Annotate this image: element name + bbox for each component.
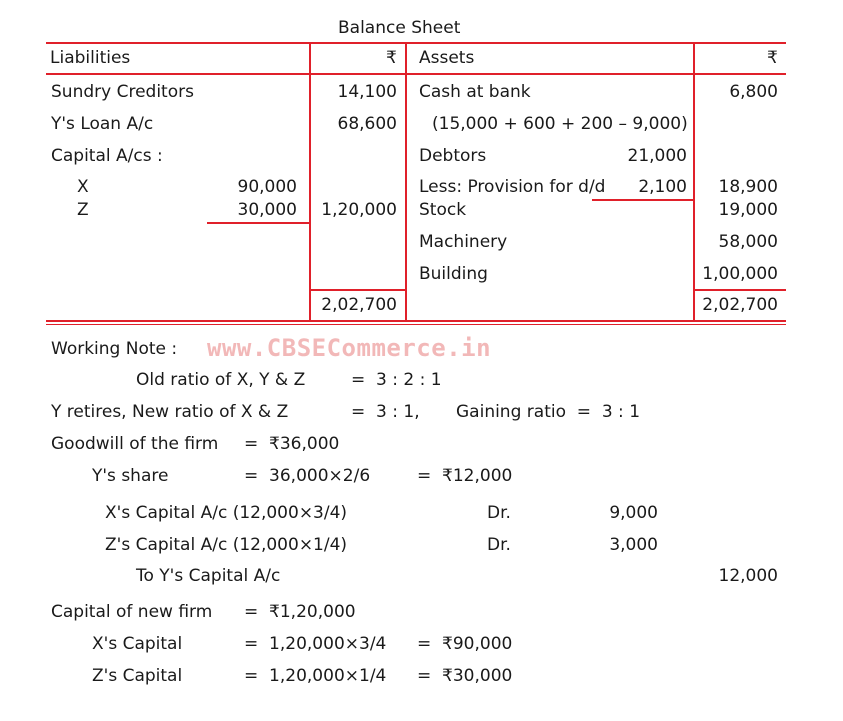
building-label: Building: [419, 264, 488, 284]
to-y-capital-label: To Y's Capital A/c: [136, 566, 281, 586]
table-bottom-rule: [46, 320, 786, 322]
y-share-label: Y's share: [92, 466, 169, 486]
provision-label: Less: Provision for d/d: [419, 177, 606, 197]
new-firm-capital-label: Capital of new firm: [51, 602, 213, 622]
watermark: www.CBSECommerce.in: [207, 334, 492, 362]
col-divider-center: [405, 42, 407, 322]
capital-accounts-label: Capital A/cs :: [51, 146, 163, 166]
sundry-creditors-label: Sundry Creditors: [51, 82, 194, 102]
liabilities-total: 2,02,700: [321, 295, 397, 315]
y-share-result: = ₹12,000: [417, 466, 513, 486]
asset-total-rule: [693, 289, 786, 291]
table-bottom-rule-2: [46, 324, 786, 325]
x-capital-entry-amount: 9,000: [609, 503, 658, 523]
provision-subtotal-rule: [592, 199, 695, 201]
liab-total-rule: [309, 289, 407, 291]
table-header-rule: [46, 73, 786, 75]
provision-inner-amount: 2,100: [638, 177, 687, 197]
net-debtors-amount: 18,900: [718, 177, 778, 197]
machinery-label: Machinery: [419, 232, 508, 252]
building-amount: 1,00,000: [702, 264, 778, 284]
y-share-calc: = 36,000×2/6: [244, 466, 371, 486]
debtors-label: Debtors: [419, 146, 487, 166]
stock-amount: 19,000: [718, 200, 778, 220]
y-loan-amount: 68,600: [337, 114, 397, 134]
z-new-capital-calc: = 1,20,000×1/4: [244, 666, 387, 686]
assets-total: 2,02,700: [702, 295, 778, 315]
assets-header: Assets: [419, 48, 475, 68]
liab-currency-symbol: ₹: [386, 48, 397, 68]
balance-sheet-title: Balance Sheet: [338, 18, 461, 38]
capital-subtotal-rule: [207, 222, 311, 224]
asset-currency-symbol: ₹: [767, 48, 778, 68]
old-ratio-label: Old ratio of X, Y & Z: [136, 370, 306, 390]
old-ratio-value: = 3 : 2 : 1: [351, 370, 442, 390]
gaining-ratio: Gaining ratio = 3 : 1: [456, 402, 641, 422]
new-ratio-label: Y retires, New ratio of X & Z: [51, 402, 289, 422]
to-y-capital-amount: 12,000: [718, 566, 778, 586]
cash-calculation: (15,000 + 600 + 200 – 9,000): [432, 114, 688, 134]
z-capital-entry-dr: Dr.: [487, 535, 511, 555]
new-ratio-value: = 3 : 1,: [351, 402, 420, 422]
z-new-capital-result: = ₹30,000: [417, 666, 513, 686]
z-capital-entry-amount: 3,000: [609, 535, 658, 555]
z-capital-amount: 30,000: [237, 200, 297, 220]
x-new-capital-calc: = 1,20,000×3/4: [244, 634, 387, 654]
z-capital-entry-label: Z's Capital A/c (12,000×1/4): [105, 535, 348, 555]
goodwill-label: Goodwill of the firm: [51, 434, 219, 454]
x-capital-entry-label: X's Capital A/c (12,000×3/4): [105, 503, 348, 523]
machinery-amount: 58,000: [718, 232, 778, 252]
debtors-inner-amount: 21,000: [627, 146, 687, 166]
liabilities-header: Liabilities: [50, 48, 131, 68]
working-note-heading: Working Note :: [51, 339, 178, 359]
sundry-creditors-amount: 14,100: [337, 82, 397, 102]
y-loan-label: Y's Loan A/c: [51, 114, 154, 134]
x-capital-label: X: [77, 177, 89, 197]
cash-at-bank-amount: 6,800: [729, 82, 778, 102]
capital-total-amount: 1,20,000: [321, 200, 397, 220]
goodwill-value: = ₹36,000: [244, 434, 340, 454]
table-top-rule: [46, 42, 786, 44]
z-new-capital-label: Z's Capital: [92, 666, 183, 686]
x-new-capital-result: = ₹90,000: [417, 634, 513, 654]
new-firm-capital-value: = ₹1,20,000: [244, 602, 356, 622]
x-capital-amount: 90,000: [237, 177, 297, 197]
x-new-capital-label: X's Capital: [92, 634, 183, 654]
z-capital-label: Z: [77, 200, 89, 220]
x-capital-entry-dr: Dr.: [487, 503, 511, 523]
cash-at-bank-label: Cash at bank: [419, 82, 531, 102]
stock-label: Stock: [419, 200, 467, 220]
